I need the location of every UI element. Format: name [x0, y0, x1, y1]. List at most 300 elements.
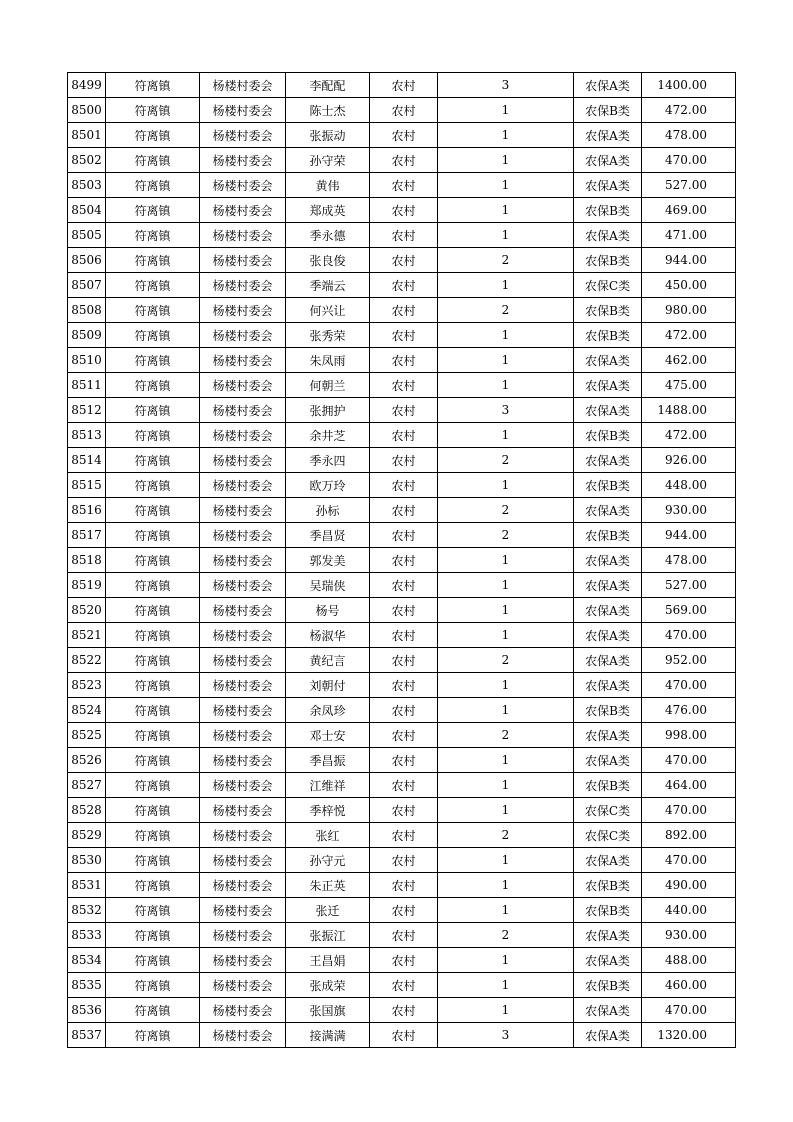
- cell-amount: 527.00: [642, 573, 736, 598]
- cell-area-type: 农村: [370, 998, 438, 1023]
- cell-name: 孙守元: [286, 848, 370, 873]
- cell-insurance-class: 农保A类: [574, 623, 642, 648]
- cell-town: 符离镇: [106, 348, 200, 373]
- cell-area-type: 农村: [370, 473, 438, 498]
- cell-amount: 944.00: [642, 523, 736, 548]
- cell-town: 符离镇: [106, 998, 200, 1023]
- cell-area-type: 农村: [370, 1023, 438, 1048]
- cell-serial: 8528: [68, 798, 106, 823]
- cell-name: 黄纪言: [286, 648, 370, 673]
- cell-amount: 470.00: [642, 998, 736, 1023]
- cell-area-type: 农村: [370, 348, 438, 373]
- cell-serial: 8502: [68, 148, 106, 173]
- table-row: [68, 398, 736, 423]
- cell-name: 张振江: [286, 923, 370, 948]
- cell-name: 杨号: [286, 598, 370, 623]
- cell-village: 杨楼村委会: [200, 223, 286, 248]
- cell-town: 符离镇: [106, 823, 200, 848]
- cell-town: 符离镇: [106, 273, 200, 298]
- data-table: [67, 72, 736, 1048]
- cell-serial: 8537: [68, 1023, 106, 1048]
- cell-amount: 478.00: [642, 123, 736, 148]
- table-row: [68, 98, 736, 123]
- cell-insurance-class: 农保A类: [574, 498, 642, 523]
- cell-serial: 8524: [68, 698, 106, 723]
- cell-amount: 440.00: [642, 898, 736, 923]
- cell-area-type: 农村: [370, 573, 438, 598]
- table-row: [68, 648, 736, 673]
- cell-amount: 1488.00: [642, 398, 736, 423]
- cell-serial: 8504: [68, 198, 106, 223]
- cell-town: 符离镇: [106, 323, 200, 348]
- cell-village: 杨楼村委会: [200, 73, 286, 98]
- cell-serial: 8509: [68, 323, 106, 348]
- cell-serial: 8503: [68, 173, 106, 198]
- cell-insurance-class: 农保B类: [574, 98, 642, 123]
- cell-name: 邓士安: [286, 723, 370, 748]
- cell-town: 符离镇: [106, 773, 200, 798]
- cell-village: 杨楼村委会: [200, 98, 286, 123]
- cell-serial: 8525: [68, 723, 106, 748]
- cell-serial: 8499: [68, 73, 106, 98]
- cell-amount: 470.00: [642, 748, 736, 773]
- table-row: [68, 673, 736, 698]
- cell-serial: 8514: [68, 448, 106, 473]
- table-row: [68, 373, 736, 398]
- table-row: [68, 973, 736, 998]
- cell-serial: 8517: [68, 523, 106, 548]
- cell-insurance-class: 农保A类: [574, 948, 642, 973]
- cell-insurance-class: 农保B类: [574, 298, 642, 323]
- cell-serial: 8518: [68, 548, 106, 573]
- cell-village: 杨楼村委会: [200, 923, 286, 948]
- cell-name: 季永四: [286, 448, 370, 473]
- cell-village: 杨楼村委会: [200, 248, 286, 273]
- cell-insurance-class: 农保A类: [574, 748, 642, 773]
- cell-village: 杨楼村委会: [200, 1023, 286, 1048]
- cell-insurance-class: 农保A类: [574, 373, 642, 398]
- cell-insurance-class: 农保A类: [574, 598, 642, 623]
- cell-household-size: 2: [438, 923, 574, 948]
- table-row: [68, 1023, 736, 1048]
- cell-area-type: 农村: [370, 623, 438, 648]
- cell-area-type: 农村: [370, 498, 438, 523]
- cell-insurance-class: 农保A类: [574, 223, 642, 248]
- cell-amount: 998.00: [642, 723, 736, 748]
- table-row: [68, 798, 736, 823]
- cell-village: 杨楼村委会: [200, 948, 286, 973]
- cell-village: 杨楼村委会: [200, 598, 286, 623]
- cell-household-size: 1: [438, 473, 574, 498]
- cell-village: 杨楼村委会: [200, 723, 286, 748]
- cell-village: 杨楼村委会: [200, 523, 286, 548]
- cell-serial: 8511: [68, 373, 106, 398]
- cell-serial: 8510: [68, 348, 106, 373]
- cell-insurance-class: 农保A类: [574, 73, 642, 98]
- table-row: [68, 348, 736, 373]
- cell-village: 杨楼村委会: [200, 623, 286, 648]
- cell-household-size: 1: [438, 598, 574, 623]
- table-row: [68, 748, 736, 773]
- cell-amount: 930.00: [642, 923, 736, 948]
- cell-area-type: 农村: [370, 198, 438, 223]
- cell-town: 符离镇: [106, 698, 200, 723]
- cell-village: 杨楼村委会: [200, 823, 286, 848]
- cell-insurance-class: 农保B类: [574, 473, 642, 498]
- cell-name: 欧万玲: [286, 473, 370, 498]
- cell-village: 杨楼村委会: [200, 398, 286, 423]
- cell-name: 张国旗: [286, 998, 370, 1023]
- cell-name: 张秀荣: [286, 323, 370, 348]
- cell-name: 季昌振: [286, 748, 370, 773]
- cell-amount: 527.00: [642, 173, 736, 198]
- cell-village: 杨楼村委会: [200, 173, 286, 198]
- cell-insurance-class: 农保A类: [574, 123, 642, 148]
- cell-name: 郭发美: [286, 548, 370, 573]
- cell-town: 符离镇: [106, 398, 200, 423]
- cell-name: 张良俊: [286, 248, 370, 273]
- cell-village: 杨楼村委会: [200, 573, 286, 598]
- cell-town: 符离镇: [106, 423, 200, 448]
- cell-town: 符离镇: [106, 373, 200, 398]
- cell-village: 杨楼村委会: [200, 773, 286, 798]
- table-body: [68, 73, 736, 1048]
- cell-name: 江维祥: [286, 773, 370, 798]
- cell-town: 符离镇: [106, 148, 200, 173]
- cell-household-size: 1: [438, 348, 574, 373]
- cell-name: 张拥护: [286, 398, 370, 423]
- cell-town: 符离镇: [106, 923, 200, 948]
- cell-household-size: 1: [438, 173, 574, 198]
- table-row: [68, 473, 736, 498]
- cell-insurance-class: 农保A类: [574, 398, 642, 423]
- cell-name: 黄伟: [286, 173, 370, 198]
- cell-town: 符离镇: [106, 873, 200, 898]
- cell-area-type: 农村: [370, 423, 438, 448]
- cell-name: 余井芝: [286, 423, 370, 448]
- cell-serial: 8508: [68, 298, 106, 323]
- cell-area-type: 农村: [370, 923, 438, 948]
- table-row: [68, 848, 736, 873]
- cell-name: 朱凤雨: [286, 348, 370, 373]
- cell-village: 杨楼村委会: [200, 198, 286, 223]
- cell-insurance-class: 农保C类: [574, 823, 642, 848]
- cell-area-type: 农村: [370, 123, 438, 148]
- cell-amount: 469.00: [642, 198, 736, 223]
- cell-insurance-class: 农保B类: [574, 698, 642, 723]
- cell-household-size: 2: [438, 498, 574, 523]
- cell-village: 杨楼村委会: [200, 798, 286, 823]
- cell-household-size: 3: [438, 73, 574, 98]
- cell-amount: 944.00: [642, 248, 736, 273]
- cell-insurance-class: 农保B类: [574, 523, 642, 548]
- cell-area-type: 农村: [370, 673, 438, 698]
- cell-serial: 8535: [68, 973, 106, 998]
- cell-amount: 470.00: [642, 798, 736, 823]
- cell-amount: 569.00: [642, 598, 736, 623]
- cell-name: 张红: [286, 823, 370, 848]
- cell-area-type: 农村: [370, 773, 438, 798]
- cell-name: 季梓悦: [286, 798, 370, 823]
- cell-name: 孙标: [286, 498, 370, 523]
- table-row: [68, 123, 736, 148]
- table-row: [68, 448, 736, 473]
- cell-area-type: 农村: [370, 223, 438, 248]
- table-row: [68, 898, 736, 923]
- cell-serial: 8527: [68, 773, 106, 798]
- table-row: [68, 948, 736, 973]
- cell-serial: 8534: [68, 948, 106, 973]
- cell-amount: 475.00: [642, 373, 736, 398]
- cell-household-size: 1: [438, 873, 574, 898]
- cell-amount: 450.00: [642, 273, 736, 298]
- cell-serial: 8533: [68, 923, 106, 948]
- cell-name: 何兴让: [286, 298, 370, 323]
- cell-name: 吴瑞侠: [286, 573, 370, 598]
- cell-area-type: 农村: [370, 248, 438, 273]
- cell-town: 符离镇: [106, 598, 200, 623]
- cell-name: 郑成英: [286, 198, 370, 223]
- table-row: [68, 498, 736, 523]
- cell-village: 杨楼村委会: [200, 873, 286, 898]
- cell-name: 孙守荣: [286, 148, 370, 173]
- cell-insurance-class: 农保A类: [574, 573, 642, 598]
- cell-area-type: 农村: [370, 148, 438, 173]
- cell-name: 李配配: [286, 73, 370, 98]
- cell-household-size: 1: [438, 973, 574, 998]
- cell-insurance-class: 农保C类: [574, 273, 642, 298]
- cell-village: 杨楼村委会: [200, 323, 286, 348]
- cell-household-size: 1: [438, 148, 574, 173]
- cell-village: 杨楼村委会: [200, 898, 286, 923]
- cell-household-size: 1: [438, 548, 574, 573]
- table-row: [68, 573, 736, 598]
- cell-household-size: 1: [438, 848, 574, 873]
- cell-town: 符离镇: [106, 98, 200, 123]
- table-row: [68, 873, 736, 898]
- cell-household-size: 3: [438, 398, 574, 423]
- cell-serial: 8507: [68, 273, 106, 298]
- cell-area-type: 农村: [370, 698, 438, 723]
- cell-town: 符离镇: [106, 523, 200, 548]
- cell-area-type: 农村: [370, 273, 438, 298]
- cell-household-size: 1: [438, 698, 574, 723]
- cell-serial: 8515: [68, 473, 106, 498]
- cell-amount: 448.00: [642, 473, 736, 498]
- cell-household-size: 2: [438, 448, 574, 473]
- cell-insurance-class: 农保A类: [574, 548, 642, 573]
- cell-serial: 8500: [68, 98, 106, 123]
- table-row: [68, 223, 736, 248]
- cell-amount: 464.00: [642, 773, 736, 798]
- cell-town: 符离镇: [106, 473, 200, 498]
- cell-insurance-class: 农保A类: [574, 648, 642, 673]
- cell-area-type: 农村: [370, 648, 438, 673]
- cell-town: 符离镇: [106, 898, 200, 923]
- cell-household-size: 1: [438, 273, 574, 298]
- cell-insurance-class: 农保A类: [574, 1023, 642, 1048]
- cell-household-size: 1: [438, 623, 574, 648]
- cell-household-size: 1: [438, 898, 574, 923]
- cell-insurance-class: 农保A类: [574, 673, 642, 698]
- table-row: [68, 923, 736, 948]
- cell-name: 季端云: [286, 273, 370, 298]
- cell-area-type: 农村: [370, 523, 438, 548]
- cell-name: 杨淑华: [286, 623, 370, 648]
- table-row: [68, 323, 736, 348]
- cell-village: 杨楼村委会: [200, 373, 286, 398]
- cell-name: 张振动: [286, 123, 370, 148]
- cell-name: 季永德: [286, 223, 370, 248]
- cell-village: 杨楼村委会: [200, 473, 286, 498]
- cell-area-type: 农村: [370, 73, 438, 98]
- cell-amount: 472.00: [642, 423, 736, 448]
- cell-household-size: 1: [438, 223, 574, 248]
- table-row: [68, 598, 736, 623]
- cell-town: 符离镇: [106, 1023, 200, 1048]
- cell-area-type: 农村: [370, 98, 438, 123]
- cell-area-type: 农村: [370, 398, 438, 423]
- cell-household-size: 3: [438, 1023, 574, 1048]
- cell-serial: 8522: [68, 648, 106, 673]
- cell-area-type: 农村: [370, 823, 438, 848]
- cell-village: 杨楼村委会: [200, 148, 286, 173]
- cell-village: 杨楼村委会: [200, 123, 286, 148]
- table-row: [68, 823, 736, 848]
- cell-town: 符离镇: [106, 198, 200, 223]
- cell-name: 接满满: [286, 1023, 370, 1048]
- table-row: [68, 998, 736, 1023]
- cell-name: 张成荣: [286, 973, 370, 998]
- cell-serial: 8521: [68, 623, 106, 648]
- cell-village: 杨楼村委会: [200, 673, 286, 698]
- cell-household-size: 1: [438, 123, 574, 148]
- cell-serial: 8532: [68, 898, 106, 923]
- cell-name: 朱正英: [286, 873, 370, 898]
- table-row: [68, 148, 736, 173]
- cell-insurance-class: 农保B类: [574, 873, 642, 898]
- cell-name: 张迁: [286, 898, 370, 923]
- table-row: [68, 198, 736, 223]
- cell-town: 符离镇: [106, 248, 200, 273]
- cell-amount: 892.00: [642, 823, 736, 848]
- cell-insurance-class: 农保B类: [574, 198, 642, 223]
- cell-serial: 8516: [68, 498, 106, 523]
- cell-amount: 926.00: [642, 448, 736, 473]
- cell-area-type: 农村: [370, 848, 438, 873]
- cell-household-size: 2: [438, 248, 574, 273]
- cell-household-size: 2: [438, 723, 574, 748]
- table-row: [68, 723, 736, 748]
- cell-village: 杨楼村委会: [200, 548, 286, 573]
- table-row: [68, 298, 736, 323]
- table-row: [68, 548, 736, 573]
- cell-village: 杨楼村委会: [200, 698, 286, 723]
- cell-village: 杨楼村委会: [200, 273, 286, 298]
- cell-town: 符离镇: [106, 748, 200, 773]
- cell-town: 符离镇: [106, 973, 200, 998]
- cell-serial: 8520: [68, 598, 106, 623]
- cell-town: 符离镇: [106, 573, 200, 598]
- cell-town: 符离镇: [106, 723, 200, 748]
- cell-name: 余凤珍: [286, 698, 370, 723]
- cell-village: 杨楼村委会: [200, 748, 286, 773]
- cell-amount: 470.00: [642, 673, 736, 698]
- cell-town: 符离镇: [106, 173, 200, 198]
- cell-town: 符离镇: [106, 648, 200, 673]
- cell-amount: 488.00: [642, 948, 736, 973]
- cell-area-type: 农村: [370, 873, 438, 898]
- cell-serial: 8536: [68, 998, 106, 1023]
- cell-serial: 8506: [68, 248, 106, 273]
- cell-insurance-class: 农保A类: [574, 348, 642, 373]
- cell-village: 杨楼村委会: [200, 973, 286, 998]
- cell-insurance-class: 农保A类: [574, 923, 642, 948]
- cell-area-type: 农村: [370, 598, 438, 623]
- cell-town: 符离镇: [106, 848, 200, 873]
- cell-village: 杨楼村委会: [200, 648, 286, 673]
- cell-area-type: 农村: [370, 798, 438, 823]
- cell-town: 符离镇: [106, 73, 200, 98]
- cell-amount: 952.00: [642, 648, 736, 673]
- cell-amount: 472.00: [642, 323, 736, 348]
- table-row: [68, 173, 736, 198]
- table-row: [68, 773, 736, 798]
- cell-household-size: 1: [438, 323, 574, 348]
- cell-household-size: 2: [438, 648, 574, 673]
- cell-area-type: 农村: [370, 973, 438, 998]
- cell-town: 符离镇: [106, 298, 200, 323]
- cell-town: 符离镇: [106, 798, 200, 823]
- cell-area-type: 农村: [370, 548, 438, 573]
- cell-insurance-class: 农保A类: [574, 848, 642, 873]
- cell-insurance-class: 农保B类: [574, 773, 642, 798]
- cell-area-type: 农村: [370, 723, 438, 748]
- cell-village: 杨楼村委会: [200, 298, 286, 323]
- cell-amount: 980.00: [642, 298, 736, 323]
- cell-amount: 470.00: [642, 148, 736, 173]
- cell-area-type: 农村: [370, 748, 438, 773]
- cell-amount: 490.00: [642, 873, 736, 898]
- cell-amount: 472.00: [642, 98, 736, 123]
- cell-village: 杨楼村委会: [200, 848, 286, 873]
- cell-serial: 8523: [68, 673, 106, 698]
- cell-town: 符离镇: [106, 223, 200, 248]
- cell-town: 符离镇: [106, 498, 200, 523]
- cell-town: 符离镇: [106, 548, 200, 573]
- cell-household-size: 1: [438, 948, 574, 973]
- cell-amount: 478.00: [642, 548, 736, 573]
- cell-household-size: 1: [438, 198, 574, 223]
- cell-household-size: 1: [438, 773, 574, 798]
- cell-serial: 8530: [68, 848, 106, 873]
- cell-household-size: 2: [438, 523, 574, 548]
- cell-village: 杨楼村委会: [200, 498, 286, 523]
- cell-insurance-class: 农保A类: [574, 723, 642, 748]
- cell-household-size: 1: [438, 423, 574, 448]
- cell-insurance-class: 农保B类: [574, 973, 642, 998]
- cell-household-size: 1: [438, 573, 574, 598]
- cell-amount: 460.00: [642, 973, 736, 998]
- cell-area-type: 农村: [370, 373, 438, 398]
- cell-serial: 8526: [68, 748, 106, 773]
- cell-serial: 8519: [68, 573, 106, 598]
- cell-insurance-class: 农保A类: [574, 448, 642, 473]
- cell-amount: 1320.00: [642, 1023, 736, 1048]
- cell-town: 符离镇: [106, 448, 200, 473]
- cell-amount: 476.00: [642, 698, 736, 723]
- cell-insurance-class: 农保B类: [574, 248, 642, 273]
